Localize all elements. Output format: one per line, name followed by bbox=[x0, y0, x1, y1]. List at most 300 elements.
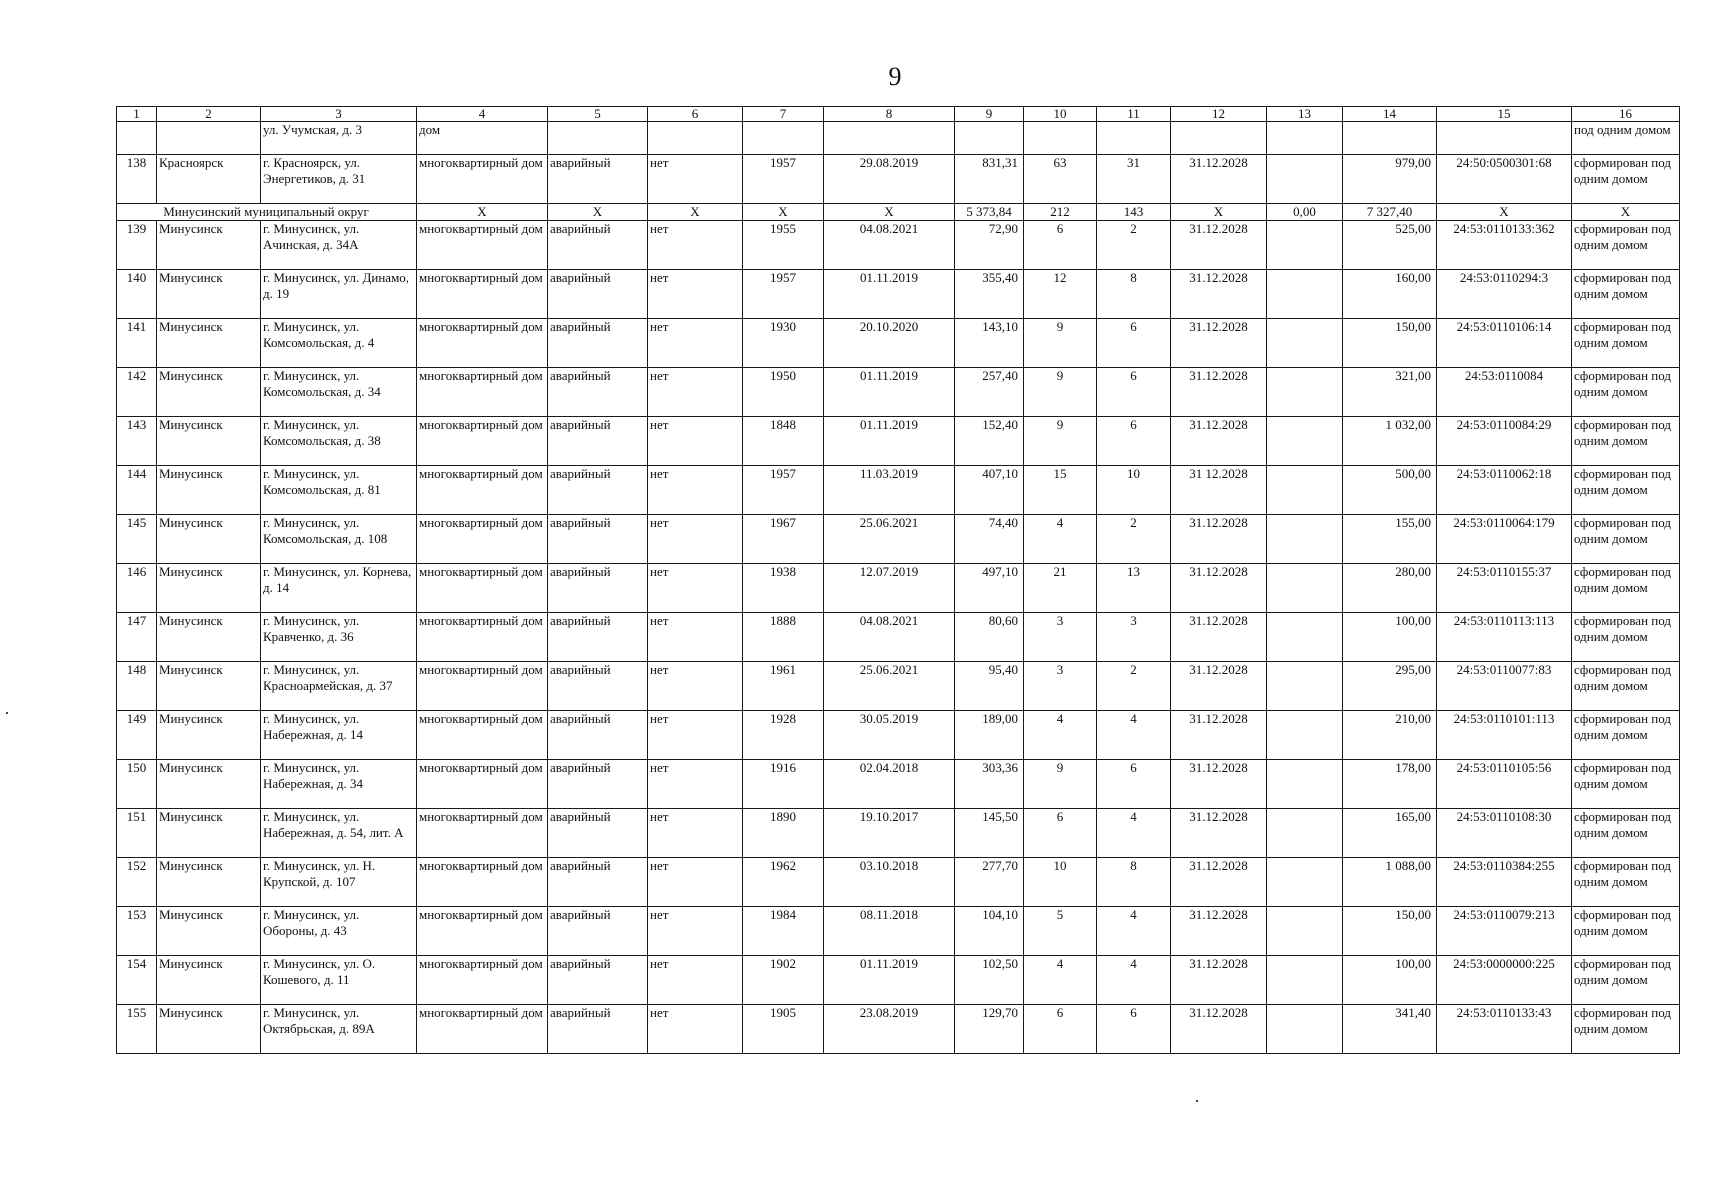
cell-city: Минусинск bbox=[157, 858, 261, 907]
cell-year: 1955 bbox=[743, 221, 824, 270]
cell-col13 bbox=[1267, 711, 1343, 760]
cell-type: многоквартирный дом bbox=[417, 466, 548, 515]
column-number-10: 10 bbox=[1024, 107, 1097, 122]
cell-residents: 15 bbox=[1024, 466, 1097, 515]
column-number-14: 14 bbox=[1343, 107, 1437, 122]
cell-land-area: 100,00 bbox=[1343, 613, 1437, 662]
cell-land-area: 155,00 bbox=[1343, 515, 1437, 564]
cell-city: Красноярск bbox=[157, 155, 261, 204]
cell-flag: нет bbox=[648, 613, 743, 662]
cell-city: Минусинск bbox=[157, 760, 261, 809]
cell-address: г. Минусинск, ул. О. Кошевого, д. 11 bbox=[261, 956, 417, 1005]
cell-deadline bbox=[1171, 122, 1267, 155]
cell-date: 30.05.2019 bbox=[824, 711, 955, 760]
cell-cadastral: 24:53:0110133:43 bbox=[1437, 1005, 1572, 1054]
cell-flag: нет bbox=[648, 711, 743, 760]
column-number-header bbox=[117, 107, 1680, 122]
cell-address: г. Минусинск, ул. Комсомольская, д. 108 bbox=[261, 515, 417, 564]
cell-address: г. Минусинск, ул. Комсомольская, д. 81 bbox=[261, 466, 417, 515]
cell-no: 138 bbox=[117, 155, 157, 204]
cell-col13 bbox=[1267, 1005, 1343, 1054]
cell-rooms: 6 bbox=[1097, 760, 1171, 809]
table-row bbox=[117, 907, 1680, 956]
cell-flag: нет bbox=[648, 956, 743, 1005]
cell-address: г. Минусинск, ул. Набережная, д. 34 bbox=[261, 760, 417, 809]
cell-address: г. Минусинск, ул. Обороны, д. 43 bbox=[261, 907, 417, 956]
cell-address: г. Минусинск, ул. Кравченко, д. 36 bbox=[261, 613, 417, 662]
table-body bbox=[117, 122, 1680, 1054]
cell-status: сформирован под одним домом bbox=[1572, 368, 1680, 417]
cell-residents: 9 bbox=[1024, 319, 1097, 368]
column-number-8: 8 bbox=[824, 107, 955, 122]
subtotal-cell-c8: Х bbox=[824, 204, 955, 221]
cell-deadline: 31.12.2028 bbox=[1171, 760, 1267, 809]
cell-rooms: 31 bbox=[1097, 155, 1171, 204]
cell-no: 140 bbox=[117, 270, 157, 319]
cell-city: Минусинск bbox=[157, 466, 261, 515]
cell-deadline: 31.12.2028 bbox=[1171, 858, 1267, 907]
cell-city: Минусинск bbox=[157, 221, 261, 270]
cell-residents: 6 bbox=[1024, 1005, 1097, 1054]
cell-condition: аварийный bbox=[548, 662, 648, 711]
cell-land-area: 280,00 bbox=[1343, 564, 1437, 613]
cell-address: г. Минусинск, ул. Комсомольская, д. 4 bbox=[261, 319, 417, 368]
cell-area: 72,90 bbox=[955, 221, 1024, 270]
cell-col13 bbox=[1267, 858, 1343, 907]
cell-condition bbox=[548, 122, 648, 155]
cell-no: 150 bbox=[117, 760, 157, 809]
cell-status: сформирован под одним домом bbox=[1572, 417, 1680, 466]
cell-year: 1928 bbox=[743, 711, 824, 760]
cell-residents: 63 bbox=[1024, 155, 1097, 204]
cell-city: Минусинск bbox=[157, 907, 261, 956]
cell-year: 1916 bbox=[743, 760, 824, 809]
table-row bbox=[117, 319, 1680, 368]
cell-residents: 3 bbox=[1024, 662, 1097, 711]
cell-no: 144 bbox=[117, 466, 157, 515]
cell-status: сформирован под одним домом bbox=[1572, 809, 1680, 858]
cell-rooms: 4 bbox=[1097, 907, 1171, 956]
column-number-12: 12 bbox=[1171, 107, 1267, 122]
cell-no: 139 bbox=[117, 221, 157, 270]
subtotal-cell-c14: 7 327,40 bbox=[1343, 204, 1437, 221]
cell-type: многоквартирный дом bbox=[417, 809, 548, 858]
cell-col13 bbox=[1267, 155, 1343, 204]
cell-cadastral: 24:53:0110084:29 bbox=[1437, 417, 1572, 466]
cell-cadastral: 24:53:0110084 bbox=[1437, 368, 1572, 417]
cell-year: 1984 bbox=[743, 907, 824, 956]
cell-flag: нет bbox=[648, 662, 743, 711]
subtotal-cell-c13: 0,00 bbox=[1267, 204, 1343, 221]
cell-rooms: 8 bbox=[1097, 858, 1171, 907]
cell-flag: нет bbox=[648, 417, 743, 466]
cell-deadline: 31.12.2028 bbox=[1171, 1005, 1267, 1054]
cell-type: многоквартирный дом bbox=[417, 613, 548, 662]
cell-cadastral: 24:53:0110106:14 bbox=[1437, 319, 1572, 368]
cell-year: 1950 bbox=[743, 368, 824, 417]
cell-city: Минусинск bbox=[157, 564, 261, 613]
cell-residents: 5 bbox=[1024, 907, 1097, 956]
cell-cadastral: 24:53:0110133:362 bbox=[1437, 221, 1572, 270]
cell-col13 bbox=[1267, 122, 1343, 155]
cell-area: 303,36 bbox=[955, 760, 1024, 809]
subtotal-cell-c15: Х bbox=[1437, 204, 1572, 221]
cell-no: 143 bbox=[117, 417, 157, 466]
subtotal-cell-c11: 143 bbox=[1097, 204, 1171, 221]
cell-no: 153 bbox=[117, 907, 157, 956]
cell-residents: 21 bbox=[1024, 564, 1097, 613]
cell-flag: нет bbox=[648, 515, 743, 564]
cell-land-area bbox=[1343, 122, 1437, 155]
column-number-9: 9 bbox=[955, 107, 1024, 122]
cell-deadline: 31.12.2028 bbox=[1171, 368, 1267, 417]
cell-condition: аварийный bbox=[548, 907, 648, 956]
table-row bbox=[117, 466, 1680, 515]
column-number-3: 3 bbox=[261, 107, 417, 122]
cell-date bbox=[824, 122, 955, 155]
column-number-15: 15 bbox=[1437, 107, 1572, 122]
subtotal-name: Минусинский муниципальный округ bbox=[117, 204, 417, 221]
cell-year: 1957 bbox=[743, 270, 824, 319]
cell-year: 1848 bbox=[743, 417, 824, 466]
cell-col13 bbox=[1267, 956, 1343, 1005]
cell-condition: аварийный bbox=[548, 858, 648, 907]
cell-status: сформирован под одним домом bbox=[1572, 613, 1680, 662]
cell-land-area: 165,00 bbox=[1343, 809, 1437, 858]
cell-date: 12.07.2019 bbox=[824, 564, 955, 613]
cell-col13 bbox=[1267, 466, 1343, 515]
cell-type: многоквартирный дом bbox=[417, 417, 548, 466]
cell-col13 bbox=[1267, 270, 1343, 319]
cell-year: 1890 bbox=[743, 809, 824, 858]
cell-condition: аварийный bbox=[548, 515, 648, 564]
subtotal-cell-c9: 5 373,84 bbox=[955, 204, 1024, 221]
cell-land-area: 979,00 bbox=[1343, 155, 1437, 204]
cell-area bbox=[955, 122, 1024, 155]
cell-address: г. Минусинск, ул. Ачинская, д. 34А bbox=[261, 221, 417, 270]
cell-cadastral: 24:53:0110294:3 bbox=[1437, 270, 1572, 319]
cell-no: 151 bbox=[117, 809, 157, 858]
cell-area: 143,10 bbox=[955, 319, 1024, 368]
emergency-housing-table bbox=[116, 106, 1680, 1054]
cell-area: 145,50 bbox=[955, 809, 1024, 858]
scan-mark bbox=[1196, 1100, 1198, 1102]
cell-date: 02.04.2018 bbox=[824, 760, 955, 809]
cell-residents: 9 bbox=[1024, 760, 1097, 809]
cell-city: Минусинск bbox=[157, 711, 261, 760]
cell-land-area: 150,00 bbox=[1343, 319, 1437, 368]
cell-year: 1957 bbox=[743, 155, 824, 204]
column-number-row bbox=[117, 107, 1680, 122]
cell-deadline: 31.12.2028 bbox=[1171, 907, 1267, 956]
cell-deadline: 31.12.2028 bbox=[1171, 515, 1267, 564]
cell-date: 20.10.2020 bbox=[824, 319, 955, 368]
cell-deadline: 31.12.2028 bbox=[1171, 417, 1267, 466]
cell-year: 1902 bbox=[743, 956, 824, 1005]
cell-type: многоквартирный дом bbox=[417, 1005, 548, 1054]
cell-residents: 3 bbox=[1024, 613, 1097, 662]
cell-no: 148 bbox=[117, 662, 157, 711]
cell-area: 407,10 bbox=[955, 466, 1024, 515]
cell-residents: 4 bbox=[1024, 711, 1097, 760]
cell-type: многоквартирный дом bbox=[417, 760, 548, 809]
cell-condition: аварийный bbox=[548, 155, 648, 204]
table-row bbox=[117, 1005, 1680, 1054]
cell-residents: 6 bbox=[1024, 221, 1097, 270]
cell-deadline: 31.12.2028 bbox=[1171, 956, 1267, 1005]
cell-status: сформирован под одним домом bbox=[1572, 711, 1680, 760]
column-number-7: 7 bbox=[743, 107, 824, 122]
cell-condition: аварийный bbox=[548, 319, 648, 368]
cell-date: 19.10.2017 bbox=[824, 809, 955, 858]
cell-cadastral: 24:53:0110077:83 bbox=[1437, 662, 1572, 711]
cell-year: 1962 bbox=[743, 858, 824, 907]
cell-city: Минусинск bbox=[157, 417, 261, 466]
cell-deadline: 31.12.2028 bbox=[1171, 155, 1267, 204]
cell-rooms: 10 bbox=[1097, 466, 1171, 515]
cell-land-area: 500,00 bbox=[1343, 466, 1437, 515]
cell-condition: аварийный bbox=[548, 1005, 648, 1054]
table-row bbox=[117, 221, 1680, 270]
cell-flag: нет bbox=[648, 809, 743, 858]
cell-flag: нет bbox=[648, 907, 743, 956]
cell-col13 bbox=[1267, 221, 1343, 270]
cell-flag: нет bbox=[648, 564, 743, 613]
cell-rooms: 4 bbox=[1097, 809, 1171, 858]
cell-no: 149 bbox=[117, 711, 157, 760]
table-row bbox=[117, 564, 1680, 613]
cell-rooms: 6 bbox=[1097, 368, 1171, 417]
cell-rooms: 13 bbox=[1097, 564, 1171, 613]
cell-col13 bbox=[1267, 907, 1343, 956]
cell-year: 1957 bbox=[743, 466, 824, 515]
cell-type: многоквартирный дом bbox=[417, 907, 548, 956]
column-number-5: 5 bbox=[548, 107, 648, 122]
cell-type: многоквартирный дом bbox=[417, 221, 548, 270]
cell-cadastral bbox=[1437, 122, 1572, 155]
column-number-4: 4 bbox=[417, 107, 548, 122]
cell-year: 1905 bbox=[743, 1005, 824, 1054]
cell-cadastral: 24:53:0110105:56 bbox=[1437, 760, 1572, 809]
cell-deadline: 31.12.2028 bbox=[1171, 221, 1267, 270]
column-number-2: 2 bbox=[157, 107, 261, 122]
cell-rooms: 3 bbox=[1097, 613, 1171, 662]
cell-residents: 9 bbox=[1024, 417, 1097, 466]
cell-rooms: 4 bbox=[1097, 956, 1171, 1005]
cell-status: сформирован под одним домом bbox=[1572, 760, 1680, 809]
cell-col13 bbox=[1267, 760, 1343, 809]
cell-rooms: 4 bbox=[1097, 711, 1171, 760]
cell-status: сформирован под одним домом bbox=[1572, 155, 1680, 204]
cell-area: 129,70 bbox=[955, 1005, 1024, 1054]
cell-area: 152,40 bbox=[955, 417, 1024, 466]
cell-date: 25.06.2021 bbox=[824, 662, 955, 711]
cell-land-area: 1 032,00 bbox=[1343, 417, 1437, 466]
cell-area: 497,10 bbox=[955, 564, 1024, 613]
cell-type: многоквартирный дом bbox=[417, 319, 548, 368]
cell-rooms: 6 bbox=[1097, 417, 1171, 466]
cell-city: Минусинск bbox=[157, 368, 261, 417]
cell-residents: 4 bbox=[1024, 956, 1097, 1005]
cell-type: многоквартирный дом bbox=[417, 711, 548, 760]
cell-city: Минусинск bbox=[157, 319, 261, 368]
cell-deadline: 31.12.2028 bbox=[1171, 662, 1267, 711]
cell-flag: нет bbox=[648, 319, 743, 368]
cell-col13 bbox=[1267, 368, 1343, 417]
cell-condition: аварийный bbox=[548, 564, 648, 613]
cell-col13 bbox=[1267, 319, 1343, 368]
cell-rooms: 2 bbox=[1097, 515, 1171, 564]
cell-area: 104,10 bbox=[955, 907, 1024, 956]
cell-land-area: 210,00 bbox=[1343, 711, 1437, 760]
cell-cadastral: 24:53:0110155:37 bbox=[1437, 564, 1572, 613]
subtotal-cell-c10: 212 bbox=[1024, 204, 1097, 221]
cell-status: сформирован под одним домом bbox=[1572, 319, 1680, 368]
cell-cadastral: 24:50:0500301:68 bbox=[1437, 155, 1572, 204]
cell-type: многоквартирный дом bbox=[417, 515, 548, 564]
cell-deadline: 31.12.2028 bbox=[1171, 319, 1267, 368]
cell-no: 146 bbox=[117, 564, 157, 613]
cell-land-area: 100,00 bbox=[1343, 956, 1437, 1005]
cell-no: 145 bbox=[117, 515, 157, 564]
cell-address: г. Минусинск, ул. Комсомольская, д. 34 bbox=[261, 368, 417, 417]
cell-date: 23.08.2019 bbox=[824, 1005, 955, 1054]
cell-condition: аварийный bbox=[548, 760, 648, 809]
cell-condition: аварийный bbox=[548, 221, 648, 270]
cell-area: 831,31 bbox=[955, 155, 1024, 204]
cell-date: 25.06.2021 bbox=[824, 515, 955, 564]
cell-col13 bbox=[1267, 809, 1343, 858]
cell-col13 bbox=[1267, 662, 1343, 711]
scan-mark bbox=[6, 712, 8, 714]
table-row bbox=[117, 270, 1680, 319]
cell-date: 01.11.2019 bbox=[824, 417, 955, 466]
cell-address: г. Красноярск, ул. Энергетиков, д. 31 bbox=[261, 155, 417, 204]
cell-condition: аварийный bbox=[548, 466, 648, 515]
subtotal-cell-c16: Х bbox=[1572, 204, 1680, 221]
table-row bbox=[117, 858, 1680, 907]
table-row bbox=[117, 956, 1680, 1005]
column-number-6: 6 bbox=[648, 107, 743, 122]
cell-rooms: 2 bbox=[1097, 221, 1171, 270]
cell-cadastral: 24:53:0110101:113 bbox=[1437, 711, 1572, 760]
cell-condition: аварийный bbox=[548, 368, 648, 417]
cell-status: сформирован под одним домом bbox=[1572, 956, 1680, 1005]
cell-deadline: 31.12.2028 bbox=[1171, 564, 1267, 613]
cell-no: 147 bbox=[117, 613, 157, 662]
cell-year: 1888 bbox=[743, 613, 824, 662]
cell-flag: нет bbox=[648, 368, 743, 417]
cell-city: Минусинск bbox=[157, 515, 261, 564]
cell-land-area: 178,00 bbox=[1343, 760, 1437, 809]
cell-no bbox=[117, 122, 157, 155]
table-row bbox=[117, 417, 1680, 466]
cell-type: многоквартирный дом bbox=[417, 956, 548, 1005]
cell-condition: аварийный bbox=[548, 711, 648, 760]
cell-year: 1961 bbox=[743, 662, 824, 711]
cell-status: сформирован под одним домом bbox=[1572, 270, 1680, 319]
cell-deadline: 31.12.2028 bbox=[1171, 809, 1267, 858]
cell-type: многоквартирный дом bbox=[417, 368, 548, 417]
cell-residents: 9 bbox=[1024, 368, 1097, 417]
cell-address: г. Минусинск, ул. Набережная, д. 54, лит. А bbox=[261, 809, 417, 858]
cell-address: г. Минусинск, ул. Комсомольская, д. 38 bbox=[261, 417, 417, 466]
cell-cadastral: 24:53:0110064:179 bbox=[1437, 515, 1572, 564]
cell-cadastral: 24:53:0110062:18 bbox=[1437, 466, 1572, 515]
cell-deadline: 31.12.2028 bbox=[1171, 613, 1267, 662]
cell-cadastral: 24:53:0110108:30 bbox=[1437, 809, 1572, 858]
cell-flag bbox=[648, 122, 743, 155]
cell-cadastral: 24:53:0110079:213 bbox=[1437, 907, 1572, 956]
cell-land-area: 150,00 bbox=[1343, 907, 1437, 956]
cell-status: сформирован под одним домом bbox=[1572, 221, 1680, 270]
cell-area: 355,40 bbox=[955, 270, 1024, 319]
table-row bbox=[117, 613, 1680, 662]
table-row bbox=[117, 515, 1680, 564]
cell-flag: нет bbox=[648, 155, 743, 204]
cell-rooms: 6 bbox=[1097, 319, 1171, 368]
cell-condition: аварийный bbox=[548, 270, 648, 319]
cell-no: 142 bbox=[117, 368, 157, 417]
cell-type: многоквартирный дом bbox=[417, 564, 548, 613]
cell-no: 152 bbox=[117, 858, 157, 907]
column-number-13: 13 bbox=[1267, 107, 1343, 122]
cell-type: многоквартирный дом bbox=[417, 662, 548, 711]
cell-date: 29.08.2019 bbox=[824, 155, 955, 204]
cell-flag: нет bbox=[648, 221, 743, 270]
cell-date: 04.08.2021 bbox=[824, 613, 955, 662]
cell-type: многоквартирный дом bbox=[417, 270, 548, 319]
subtotal-cell-c7: Х bbox=[743, 204, 824, 221]
cell-status: сформирован под одним домом bbox=[1572, 907, 1680, 956]
cell-land-area: 321,00 bbox=[1343, 368, 1437, 417]
cell-address: г. Минусинск, ул. Н. Крупской, д. 107 bbox=[261, 858, 417, 907]
cell-condition: аварийный bbox=[548, 809, 648, 858]
cell-col13 bbox=[1267, 417, 1343, 466]
cell-condition: аварийный bbox=[548, 417, 648, 466]
cell-col13 bbox=[1267, 515, 1343, 564]
cell-city: Минусинск bbox=[157, 662, 261, 711]
cell-area: 257,40 bbox=[955, 368, 1024, 417]
cell-status: сформирован под одним домом bbox=[1572, 466, 1680, 515]
cell-date: 01.11.2019 bbox=[824, 368, 955, 417]
cell-year bbox=[743, 122, 824, 155]
cell-status: сформирован под одним домом bbox=[1572, 515, 1680, 564]
cell-date: 01.11.2019 bbox=[824, 956, 955, 1005]
cell-land-area: 295,00 bbox=[1343, 662, 1437, 711]
cell-rooms: 8 bbox=[1097, 270, 1171, 319]
cell-city: Минусинск bbox=[157, 1005, 261, 1054]
cell-address: г. Минусинск, ул. Динамо, д. 19 bbox=[261, 270, 417, 319]
table-row bbox=[117, 368, 1680, 417]
cell-city: Минусинск bbox=[157, 613, 261, 662]
cell-city: Минусинск bbox=[157, 956, 261, 1005]
cell-year: 1930 bbox=[743, 319, 824, 368]
subtotal-cell-c5: Х bbox=[548, 204, 648, 221]
cell-area: 189,00 bbox=[955, 711, 1024, 760]
cell-date: 11.03.2019 bbox=[824, 466, 955, 515]
cell-area: 95,40 bbox=[955, 662, 1024, 711]
cell-flag: нет bbox=[648, 270, 743, 319]
cell-address: г. Минусинск, ул. Набережная, д. 14 bbox=[261, 711, 417, 760]
cell-area: 277,70 bbox=[955, 858, 1024, 907]
column-number-1: 1 bbox=[117, 107, 157, 122]
cell-city bbox=[157, 122, 261, 155]
cell-land-area: 341,40 bbox=[1343, 1005, 1437, 1054]
table-row bbox=[117, 662, 1680, 711]
cell-status: сформирован под одним домом bbox=[1572, 662, 1680, 711]
cell-type: многоквартирный дом bbox=[417, 858, 548, 907]
